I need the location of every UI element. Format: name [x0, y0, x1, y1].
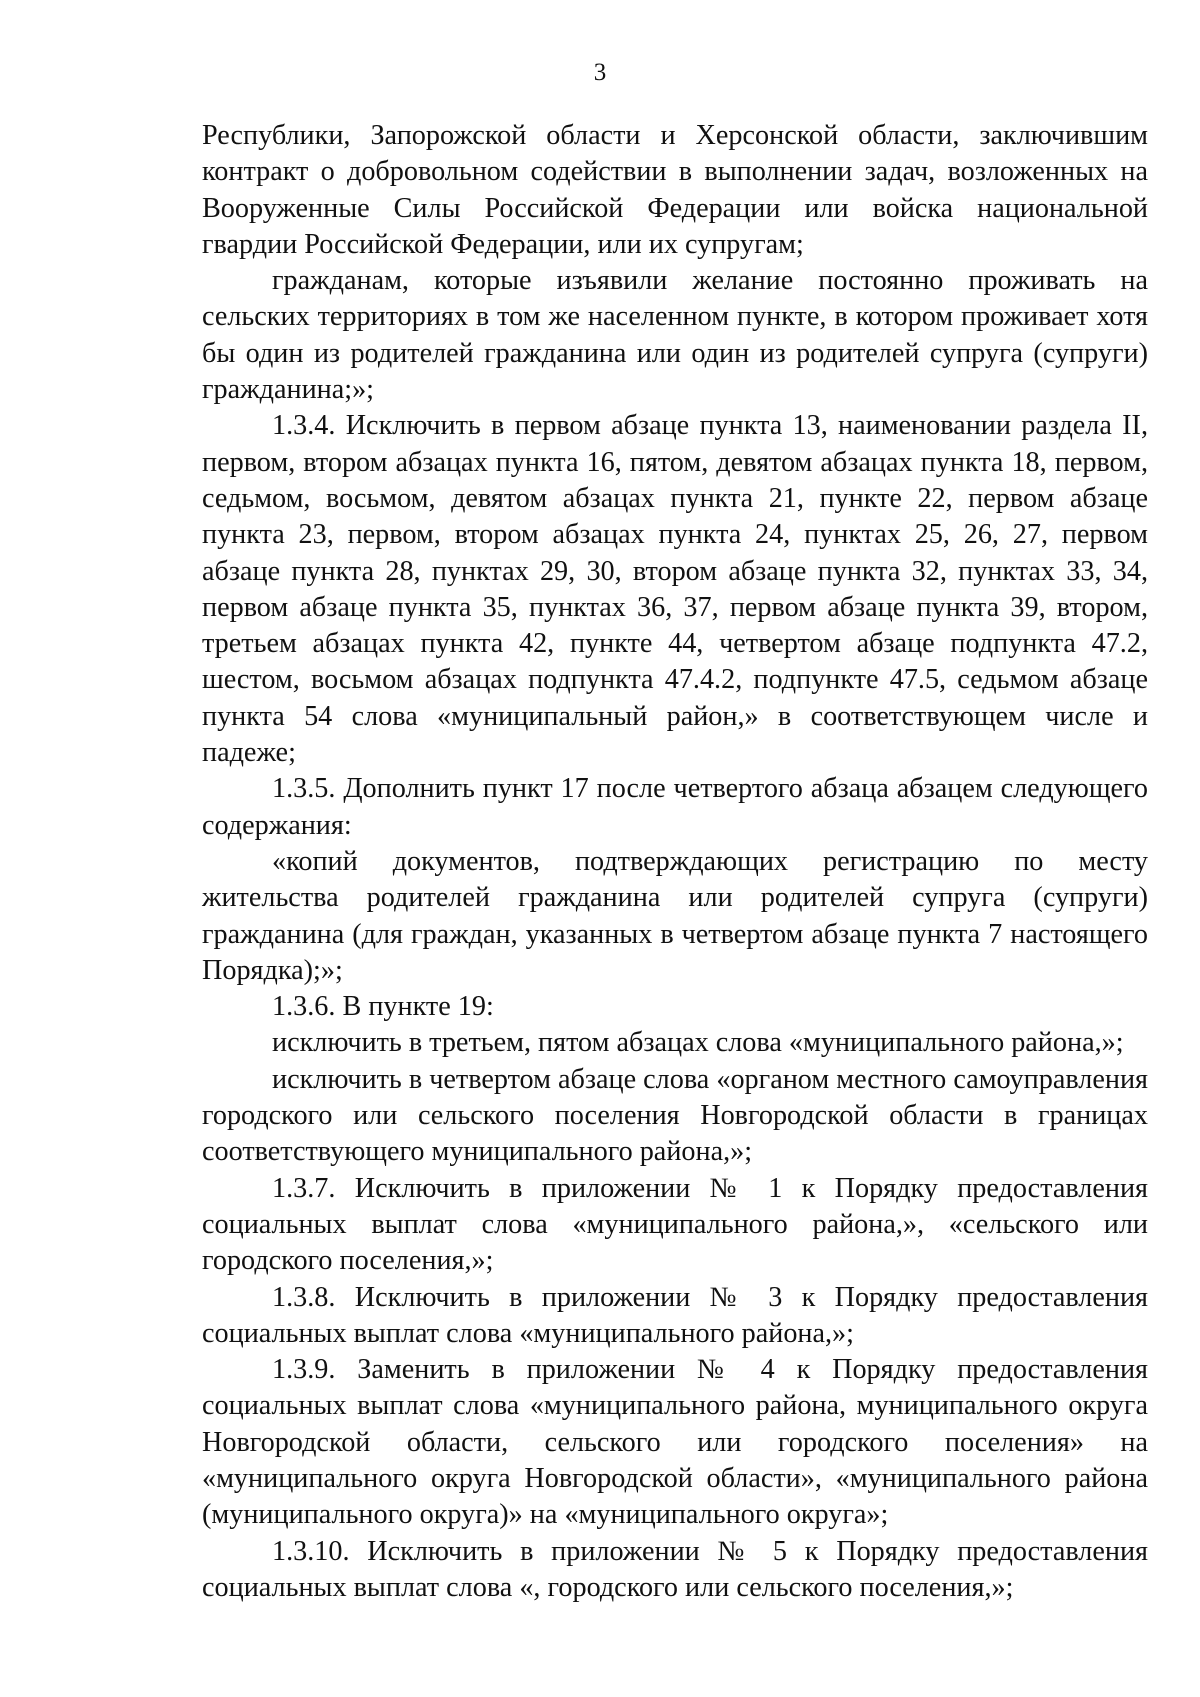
paragraph-1: Республики, Запорожской области и Херсонской области, заключившим контракт о добровольном содействии в выполнении задач, возложенных на Вооруженные Силы Российской Федерации или войска национальной гвардии Российской Федерации, или их супругам;: [202, 120, 1148, 260]
document-body: [202, 118, 1148, 1606]
paragraph-7: исключить в третьем, пятом абзацах слова «муниципального района,»;: [272, 1027, 1124, 1059]
paragraph-11: 1.3.9. Заменить в приложении № 4 к Порядку предоставления социальных выплат слова «муниципального района, муниципального округа Новгородской области, сельского или городского поселения» на «муниципального округа Новгородской области», «муниципального района (муниципального округа)» на «муниципального округа»;: [202, 1354, 1148, 1531]
paragraph-2: гражданам, которые изъявили желание постоянно проживать на сельских территориях в том же населенном пункте, в котором проживает хотя бы один из родителей гражданина или один из родителей супруга (супруги) гражданина;»;: [202, 265, 1148, 406]
paragraph-10: 1.3.8. Исключить в приложении № 3 к Порядку предоставления социальных выплат слова «муниципального района,»;: [202, 1281, 1148, 1349]
page-number: 3: [593, 59, 607, 86]
paragraph-8: исключить в четвертом абзаце слова «органом местного самоуправления городского или сельского поселения Новгородской области в границах соответствующего муниципального района,»;: [202, 1063, 1148, 1168]
paragraph-5: «копий документов, подтверждающих регистрацию по месту жительства родителей гражданина или родителей супруга (супруги) гражданина (для граждан, указанных в четвертом абзаце пункта 7 настоящего Порядка);»;: [202, 845, 1148, 986]
paragraph-12: 1.3.10. Исключить в приложении № 5 к Порядку предоставления социальных выплат слова «, городского или сельского поселения,»;: [202, 1535, 1148, 1603]
paragraph-9: 1.3.7. Исключить в приложении № 1 к Порядку предоставления социальных выплат слова «муниципального района,», «сельского или городского поселения,»;: [202, 1172, 1148, 1277]
paragraph-4: 1.3.5. Дополнить пункт 17 после четвертого абзаца абзацем следующего содержания:: [202, 773, 1148, 841]
paragraph-3: 1.3.4. Исключить в первом абзаце пункта 13, наименовании раздела II, первом, втором абзацах пункта 16, пятом, девятом абзацах пункта 18, первом, седьмом, восьмом, девятом абзацах пункта 21, пункте 22, первом абзаце пункта 23, первом, втором абзацах пункта 24, пунктах 25, 26, 27, первом абзаце пункта 28, пунктах 29, 30, втором абзаце пункта 32, пунктах 33, 34, первом абзаце пункта 35, пунктах 36, 37, первом абзаце пункта 39, втором, третьем абзацах пункта 42, пункте 44, четвертом абзаце подпункта 47.2, шестом, восьмом абзацах подпункта 47.4.2, подпункте 47.5, седьмом абзаце пункта 54 слова «муниципальный район,» в соответствующем числе и падеже;: [202, 410, 1148, 769]
paragraph-6: 1.3.6. В пункте 19:: [272, 991, 494, 1023]
